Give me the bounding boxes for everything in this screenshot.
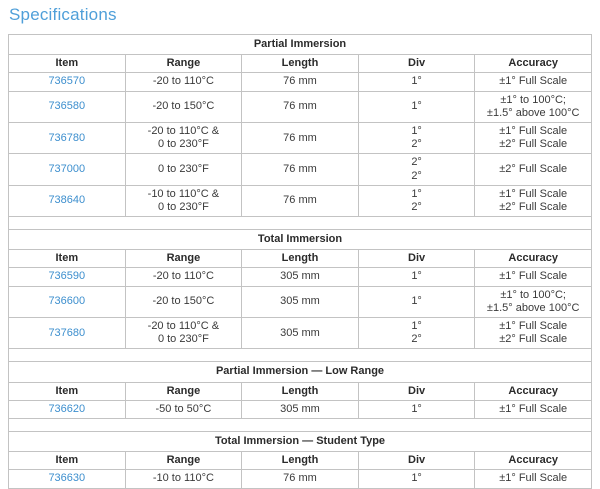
section-title-row — [9, 431, 592, 451]
range-cell: -20 to 110°C & 0 to 230°F — [125, 122, 242, 153]
section-title-row — [9, 35, 592, 55]
section-spacer-row — [9, 217, 592, 230]
accuracy-cell: ±1° Full Scale — [475, 73, 592, 91]
item-cell — [9, 122, 126, 153]
column-header-div: Div — [358, 250, 475, 268]
section-spacer — [9, 418, 592, 431]
length-cell: 305 mm — [242, 268, 359, 286]
item-link[interactable]: 736780 — [48, 131, 86, 144]
range-cell: -20 to 110°C & 0 to 230°F — [125, 318, 242, 349]
column-header-row — [9, 55, 592, 73]
table-row — [9, 400, 592, 418]
table-row — [9, 91, 592, 122]
range-cell: -20 to 150°C — [125, 286, 242, 317]
section-spacer-row — [9, 349, 592, 362]
item-cell — [9, 268, 126, 286]
range-cell: -20 to 110°C — [125, 73, 242, 91]
section-spacer — [9, 217, 592, 230]
column-header-length: Length — [242, 250, 359, 268]
accuracy-cell: ±1° Full Scale ±2° Full Scale — [475, 318, 592, 349]
accuracy-cell: ±1° Full Scale ±2° Full Scale — [475, 185, 592, 216]
column-header-range: Range — [125, 452, 242, 470]
item-link[interactable]: 737000 — [48, 162, 86, 175]
item-link[interactable]: 736580 — [48, 100, 86, 113]
table-row — [9, 154, 592, 185]
column-header-length: Length — [242, 452, 359, 470]
length-cell: 76 mm — [242, 122, 359, 153]
column-header-accuracy: Accuracy — [475, 55, 592, 73]
section-title: Total Immersion — Student Type — [9, 431, 592, 451]
section-title-row — [9, 362, 592, 382]
section-title-row — [9, 230, 592, 250]
item-link[interactable]: 736600 — [48, 295, 86, 308]
item-link[interactable]: 738640 — [48, 194, 86, 207]
div-cell: 1° 2° — [358, 318, 475, 349]
column-header-range: Range — [125, 55, 242, 73]
item-link[interactable]: 736590 — [48, 270, 86, 283]
length-cell: 76 mm — [242, 154, 359, 185]
column-header-item: Item — [9, 382, 126, 400]
column-header-range: Range — [125, 382, 242, 400]
item-cell — [9, 91, 126, 122]
specifications-table — [8, 34, 592, 489]
length-cell: 76 mm — [242, 470, 359, 488]
item-cell — [9, 185, 126, 216]
table-row — [9, 185, 592, 216]
table-row — [9, 286, 592, 317]
div-cell: 1° — [358, 286, 475, 317]
column-header-accuracy: Accuracy — [475, 250, 592, 268]
column-header-div: Div — [358, 382, 475, 400]
table-row — [9, 470, 592, 488]
table-row — [9, 268, 592, 286]
length-cell: 305 mm — [242, 318, 359, 349]
div-cell: 1° — [358, 91, 475, 122]
range-cell: -20 to 150°C — [125, 91, 242, 122]
accuracy-cell: ±1° Full Scale — [475, 470, 592, 488]
div-cell: 1° 2° — [358, 185, 475, 216]
section-title: Total Immersion — [9, 230, 592, 250]
div-cell: 1° — [358, 73, 475, 91]
range-cell: 0 to 230°F — [125, 154, 242, 185]
section-title: Partial Immersion — Low Range — [9, 362, 592, 382]
length-cell: 76 mm — [242, 73, 359, 91]
item-cell — [9, 318, 126, 349]
item-cell — [9, 400, 126, 418]
column-header-accuracy: Accuracy — [475, 452, 592, 470]
div-cell: 1° — [358, 400, 475, 418]
item-link[interactable]: 736630 — [48, 472, 86, 485]
column-header-row — [9, 452, 592, 470]
item-link[interactable]: 737680 — [48, 326, 86, 339]
accuracy-cell: ±1° Full Scale — [475, 268, 592, 286]
table-row — [9, 73, 592, 91]
item-cell — [9, 73, 126, 91]
accuracy-cell: ±1° Full Scale — [475, 400, 592, 418]
column-header-item: Item — [9, 452, 126, 470]
page-title: Specifications — [9, 5, 117, 24]
div-cell: 1° — [358, 470, 475, 488]
column-header-div: Div — [358, 55, 475, 73]
column-header-item: Item — [9, 55, 126, 73]
section-spacer-row — [9, 418, 592, 431]
table-row — [9, 318, 592, 349]
column-header-div: Div — [358, 452, 475, 470]
section-title: Partial Immersion — [9, 35, 592, 55]
item-cell — [9, 286, 126, 317]
item-cell — [9, 470, 126, 488]
column-header-item: Item — [9, 250, 126, 268]
column-header-range: Range — [125, 250, 242, 268]
length-cell: 305 mm — [242, 400, 359, 418]
item-link[interactable]: 736570 — [48, 75, 86, 88]
length-cell: 76 mm — [242, 91, 359, 122]
range-cell: -10 to 110°C — [125, 470, 242, 488]
div-cell: 1° 2° — [358, 122, 475, 153]
div-cell: 1° — [358, 268, 475, 286]
range-cell: -20 to 110°C — [125, 268, 242, 286]
column-header-length: Length — [242, 382, 359, 400]
accuracy-cell: ±2° Full Scale — [475, 154, 592, 185]
item-link[interactable]: 736620 — [48, 402, 86, 415]
accuracy-cell: ±1° to 100°C; ±1.5° above 100°C — [475, 286, 592, 317]
spec-table-body — [9, 35, 592, 489]
column-header-accuracy: Accuracy — [475, 382, 592, 400]
table-row — [9, 122, 592, 153]
accuracy-cell: ±1° Full Scale ±2° Full Scale — [475, 122, 592, 153]
column-header-row — [9, 250, 592, 268]
length-cell: 76 mm — [242, 185, 359, 216]
div-cell: 2° 2° — [358, 154, 475, 185]
column-header-row — [9, 382, 592, 400]
length-cell: 305 mm — [242, 286, 359, 317]
item-cell — [9, 154, 126, 185]
accuracy-cell: ±1° to 100°C; ±1.5° above 100°C — [475, 91, 592, 122]
section-spacer — [9, 349, 592, 362]
range-cell: -50 to 50°C — [125, 400, 242, 418]
column-header-length: Length — [242, 55, 359, 73]
range-cell: -10 to 110°C & 0 to 230°F — [125, 185, 242, 216]
